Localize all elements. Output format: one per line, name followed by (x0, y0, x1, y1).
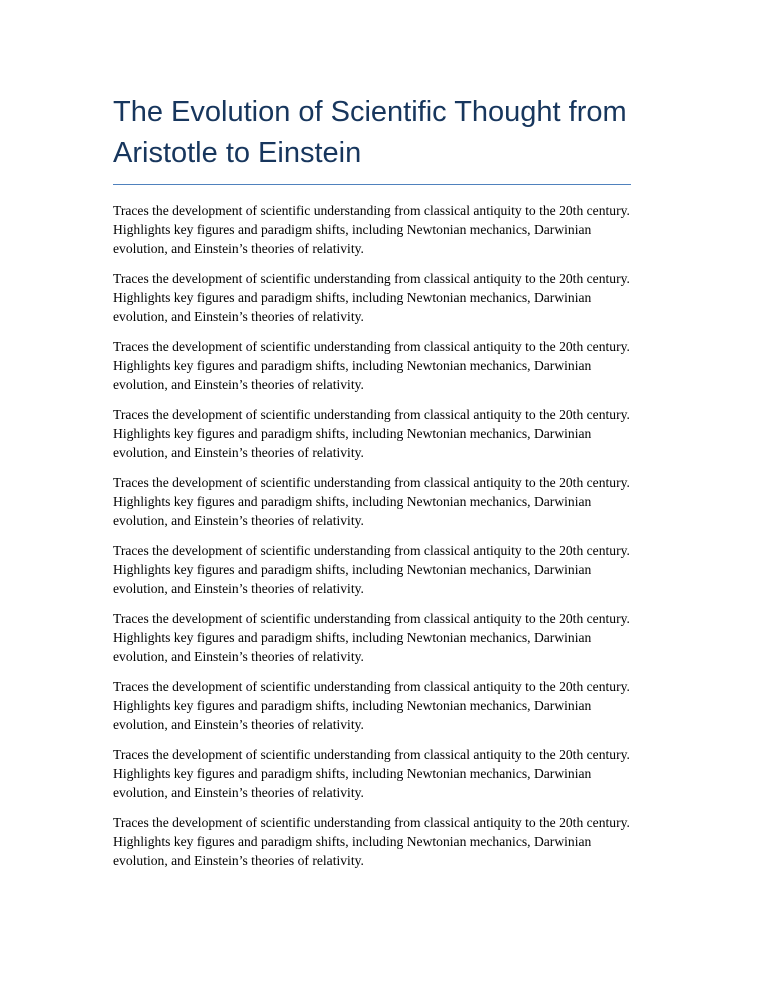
body-paragraph: Traces the development of scientific understanding from classical antiquity to the 20th century. Highlights key figures and paradigm shifts, including Newtonian mechanics, Darwinian evolution, and Einstein’s theories of relativity. (113, 611, 630, 664)
body-paragraph: Traces the development of scientific understanding from classical antiquity to the 20th century. Highlights key figures and paradigm shifts, including Newtonian mechanics, Darwinian evolution, and Einstein’s theories of relativity. (113, 339, 630, 392)
body-paragraph: Traces the development of scientific understanding from classical antiquity to the 20th century. Highlights key figures and paradigm shifts, including Newtonian mechanics, Darwinian evolution, and Einstein’s theories of relativity. (113, 271, 630, 324)
document-content (113, 92, 631, 870)
body-paragraph: Traces the development of scientific understanding from classical antiquity to the 20th century. Highlights key figures and paradigm shifts, including Newtonian mechanics, Darwinian evolution, and Einstein’s theories of relativity. (113, 407, 630, 460)
body-paragraph: Traces the development of scientific understanding from classical antiquity to the 20th century. Highlights key figures and paradigm shifts, including Newtonian mechanics, Darwinian evolution, and Einstein’s theories of relativity. (113, 203, 630, 256)
body-paragraph: Traces the development of scientific understanding from classical antiquity to the 20th century. Highlights key figures and paradigm shifts, including Newtonian mechanics, Darwinian evolution, and Einstein’s theories of relativity. (113, 679, 630, 732)
document-body (113, 201, 631, 870)
body-paragraph: Traces the development of scientific understanding from classical antiquity to the 20th century. Highlights key figures and paradigm shifts, including Newtonian mechanics, Darwinian evolution, and Einstein’s theories of relativity. (113, 815, 630, 868)
document-title: The Evolution of Scientific Thought from Aristotle to Einstein (113, 92, 631, 185)
body-paragraph: Traces the development of scientific understanding from classical antiquity to the 20th century. Highlights key figures and paradigm shifts, including Newtonian mechanics, Darwinian evolution, and Einstein’s theories of relativity. (113, 747, 630, 800)
body-paragraph: Traces the development of scientific understanding from classical antiquity to the 20th century. Highlights key figures and paradigm shifts, including Newtonian mechanics, Darwinian evolution, and Einstein’s theories of relativity. (113, 543, 630, 596)
body-paragraph: Traces the development of scientific understanding from classical antiquity to the 20th century. Highlights key figures and paradigm shifts, including Newtonian mechanics, Darwinian evolution, and Einstein’s theories of relativity. (113, 475, 630, 528)
